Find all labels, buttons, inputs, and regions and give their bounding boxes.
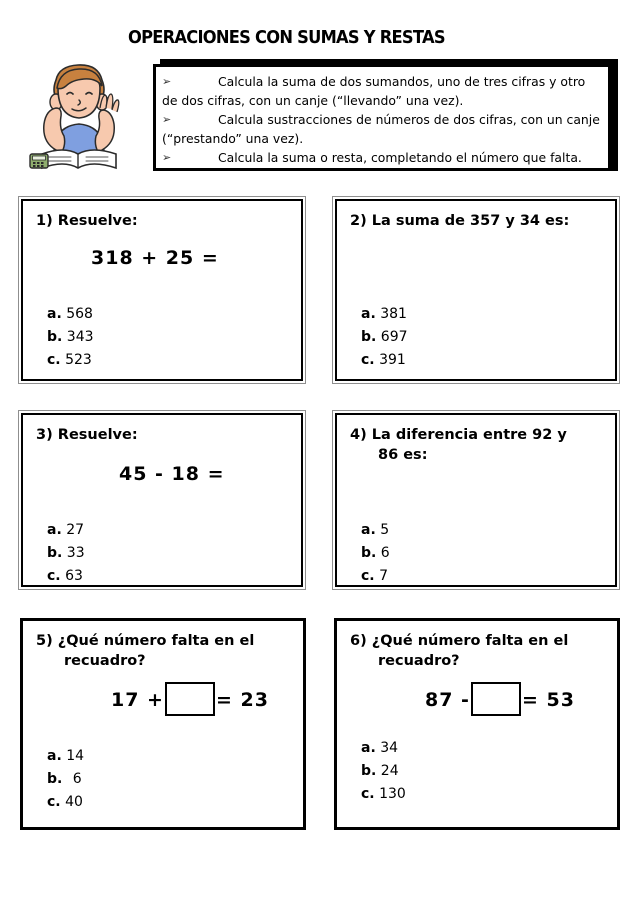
options-list-1 [47, 303, 94, 372]
question-number: 5) [36, 633, 53, 649]
option-letter: b. [47, 771, 63, 787]
option-value: 34 [380, 740, 399, 756]
question-text: La diferencia entre 92 y [371, 427, 567, 443]
option-b[interactable] [47, 542, 85, 565]
equation-6 [425, 683, 575, 717]
question-prompt-5 [36, 631, 304, 671]
equation-right-operand: = 23 [215, 689, 269, 711]
objectives-list [156, 67, 608, 167]
option-letter: c. [47, 352, 61, 368]
equation-1: 318 + 25 = [91, 247, 219, 269]
option-a[interactable] [361, 737, 406, 760]
option-c[interactable] [47, 791, 84, 814]
option-b[interactable] [361, 760, 406, 783]
option-value: 63 [65, 568, 83, 584]
question-prompt-2 [350, 211, 618, 231]
question-number: 1) [36, 213, 53, 229]
boy-reading-illustration [26, 58, 132, 176]
option-value: 381 [380, 306, 407, 322]
option-letter: b. [361, 545, 377, 561]
question-text: La suma de 357 y 34 es: [371, 213, 570, 229]
arrow-bullet-icon: ➢ [162, 75, 172, 88]
missing-number-box-6[interactable] [471, 682, 521, 716]
option-value: 24 [380, 763, 399, 779]
option-a[interactable] [47, 745, 84, 768]
equation-5 [111, 683, 269, 717]
option-c[interactable] [361, 783, 406, 806]
question-card-3[interactable] [18, 410, 306, 590]
question-card-5[interactable] [20, 618, 306, 830]
option-value: 6 [380, 545, 390, 561]
option-letter: a. [47, 522, 62, 538]
question-prompt-6 [350, 631, 618, 671]
option-value: 33 [66, 545, 85, 561]
option-a[interactable] [361, 519, 390, 542]
option-letter: a. [361, 306, 376, 322]
arrow-bullet-icon: ➢ [162, 113, 172, 126]
question-text-line2: recuadro? [64, 653, 146, 669]
objectives-box [153, 64, 611, 171]
question-text-line2: 86 es: [378, 447, 428, 463]
option-value: 391 [379, 352, 406, 368]
option-letter: a. [361, 740, 376, 756]
option-c[interactable] [361, 565, 390, 588]
option-letter: a. [361, 522, 376, 538]
option-letter: c. [47, 794, 61, 810]
equation-left-operand: 17 + [111, 689, 164, 711]
missing-number-box-5[interactable] [165, 682, 215, 716]
objective-text: Calcula la suma o resta, completando el número que falta. [218, 150, 582, 165]
arrow-bullet-icon: ➢ [162, 151, 172, 164]
option-b[interactable] [361, 542, 390, 565]
option-b[interactable] [47, 326, 94, 349]
option-letter: a. [47, 306, 62, 322]
question-text: Resuelve: [57, 213, 138, 229]
page-title: OPERACIONES CON SUMAS Y RESTAS [128, 28, 445, 48]
option-letter: b. [47, 545, 63, 561]
question-prompt-1 [36, 211, 304, 231]
objective-item [162, 148, 600, 167]
options-list-3 [47, 519, 85, 588]
option-value: 568 [66, 306, 93, 322]
question-card-1[interactable] [18, 196, 306, 384]
option-value: 40 [65, 794, 83, 810]
question-text: Resuelve: [57, 427, 138, 443]
option-value: 343 [66, 329, 94, 345]
question-number: 2) [350, 213, 367, 229]
objective-text: Calcula la suma de dos sumandos, uno de tres cifras y otro de dos cifras, con un canje (“llevando” una vez). [162, 74, 586, 108]
option-value: 7 [379, 568, 388, 584]
option-letter: c. [361, 786, 375, 802]
options-list-4 [361, 519, 390, 588]
question-card-2[interactable] [332, 196, 620, 384]
option-letter: b. [361, 329, 377, 345]
option-value: 14 [66, 748, 85, 764]
option-c[interactable] [47, 349, 94, 372]
options-list-2 [361, 303, 408, 372]
question-card-6[interactable] [334, 618, 620, 830]
options-list-6 [361, 737, 406, 806]
question-number: 6) [350, 633, 367, 649]
option-value: 6 [72, 771, 82, 787]
option-letter: b. [47, 329, 63, 345]
option-value: 697 [380, 329, 408, 345]
question-text-line2: recuadro? [378, 653, 460, 669]
option-letter: c. [361, 352, 375, 368]
question-card-4[interactable] [332, 410, 620, 590]
question-number: 3) [36, 427, 53, 443]
option-letter: c. [47, 568, 61, 584]
question-prompt-4 [350, 425, 618, 465]
objective-text: Calcula sustracciones de números de dos cifras, con un canje (“prestando” una vez). [162, 112, 600, 146]
option-a[interactable] [47, 303, 94, 326]
question-text: ¿Qué número falta en el [371, 633, 569, 649]
equation-3: 45 - 18 = [119, 463, 225, 485]
option-letter: c. [361, 568, 375, 584]
option-a[interactable] [361, 303, 408, 326]
equation-right-operand: = 53 [521, 689, 575, 711]
option-b[interactable] [47, 768, 84, 791]
option-c[interactable] [361, 349, 408, 372]
question-prompt-3 [36, 425, 304, 445]
option-value: 5 [380, 522, 390, 538]
option-b[interactable] [361, 326, 408, 349]
worksheet-header [0, 0, 638, 185]
option-c[interactable] [47, 565, 85, 588]
question-text: ¿Qué número falta en el [57, 633, 255, 649]
equation-left-operand: 87 - [425, 689, 470, 711]
option-a[interactable] [47, 519, 85, 542]
objective-item [162, 110, 600, 148]
option-value: 523 [65, 352, 92, 368]
options-list-5 [47, 745, 84, 814]
objective-item [162, 72, 600, 110]
option-value: 130 [379, 786, 406, 802]
question-number: 4) [350, 427, 367, 443]
option-value: 27 [66, 522, 85, 538]
option-letter: b. [361, 763, 377, 779]
option-letter: a. [47, 748, 62, 764]
